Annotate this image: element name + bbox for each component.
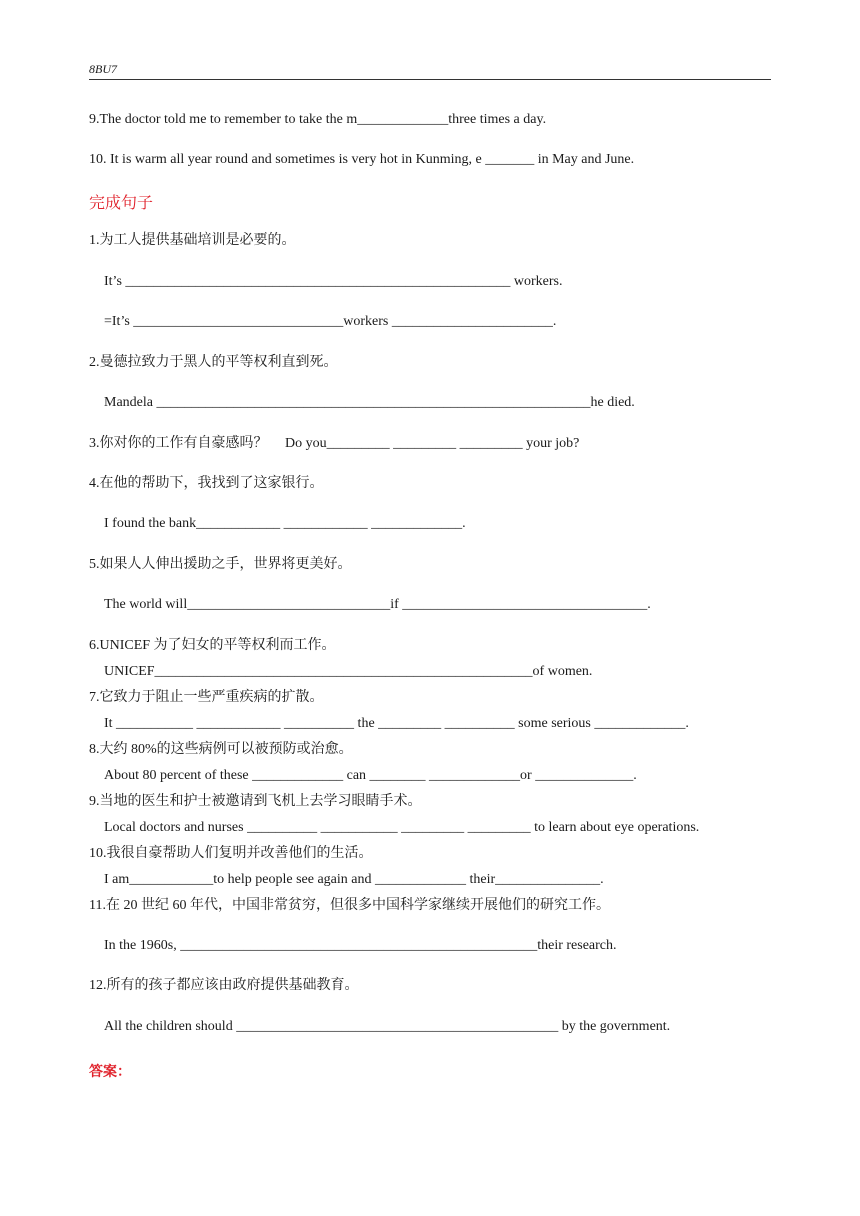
answer-line: I found the bank____________ ____________ _____________. xyxy=(104,516,466,531)
answer-line: UNICEF______________________________________________________of women. xyxy=(104,664,593,679)
answer-line: Local doctors and nurses __________ ___________ _________ _________ to learn about eye operations. xyxy=(104,820,700,835)
answer-line: It’s _______________________________________________________ workers. xyxy=(104,274,563,289)
vocab-item-9: 9.The doctor told me to remember to take the m_____________three times a day. xyxy=(89,112,547,127)
question-prompt: 8.大约 80%的这些病例可以被预防或治愈。 xyxy=(89,742,353,757)
question-prompt: 6.UNICEF 为了妇女的平等权利而工作。 xyxy=(89,638,336,653)
question-prompt: 5.如果人人伸出援助之手，世界将更美好。 xyxy=(89,557,352,572)
question-prompt: 2.曼德拉致力于黑人的平等权利直到死。 xyxy=(89,355,338,370)
answer-line: I am____________to help people see again and _____________ their_______________. xyxy=(104,872,604,887)
question-prompt: 7.它致力于阻止一些严重疾病的扩散。 xyxy=(89,690,324,705)
answer-line: Mandela ______________________________________________________________he died. xyxy=(104,395,635,410)
section-title: 完成句子 xyxy=(89,193,154,212)
answer-line: About 80 percent of these _____________ can ________ _____________or ______________. xyxy=(104,768,637,783)
answer-line: All the children should ______________________________________________ by the government. xyxy=(104,1019,671,1034)
header-rule xyxy=(89,79,771,80)
question-prompt: 12.所有的孩子都应该由政府提供基础教育。 xyxy=(89,978,359,993)
vocab-item-10: 10. It is warm all year round and sometimes is very hot in Kunming, e _______ in May and June. xyxy=(89,152,635,167)
answer-line: =It’s ______________________________workers _______________________. xyxy=(104,314,557,329)
document-code-header: 8BU7 xyxy=(89,62,117,76)
question-prompt: 10.我很自豪帮助人们复明并改善他们的生活。 xyxy=(89,846,373,861)
question-prompt: 1.为工人提供基础培训是必要的。 xyxy=(89,233,296,248)
question-prompt: 3.你对你的工作有自豪感吗？ Do you_________ _________ _________ your job? xyxy=(89,436,580,451)
answer-line: The world will_____________________________if ___________________________________. xyxy=(104,597,651,612)
answer-line: In the 1960s, ___________________________________________________their research. xyxy=(104,938,617,953)
question-prompt: 4.在他的帮助下，我找到了这家银行。 xyxy=(89,476,324,491)
question-prompt: 11.在 20 世纪 60 年代，中国非常贫穷，但很多中国科学家继续开展他们的研究工作。 xyxy=(89,898,610,913)
question-prompt: 9.当地的医生和护士被邀请到飞机上去学习眼睛手术。 xyxy=(89,794,422,809)
answer-label: 答案： xyxy=(89,1064,131,1080)
answer-line: It ___________ ____________ __________ the _________ __________ some serious _____________. xyxy=(104,716,689,731)
